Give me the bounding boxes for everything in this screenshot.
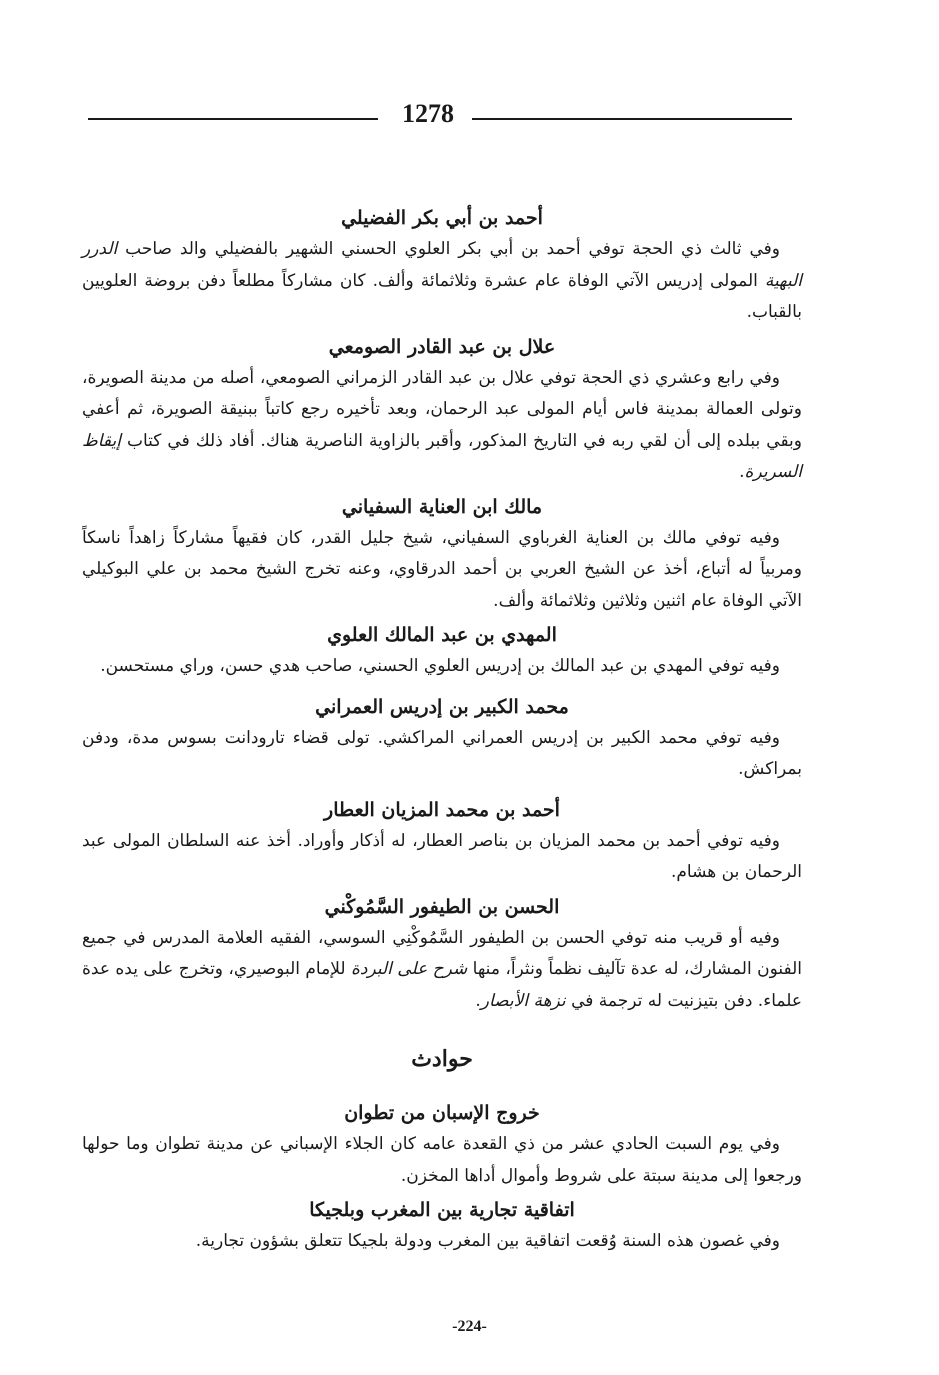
entry-title: علال بن عبد القادر الصومعي bbox=[328, 335, 556, 358]
entry-body bbox=[82, 234, 802, 329]
event-title: خروج الإسبان من تطوان bbox=[344, 1102, 540, 1124]
page-content bbox=[82, 202, 802, 1260]
biography-entry bbox=[82, 202, 802, 329]
entry-title: أحمد بن أبي بكر الفضيلي bbox=[341, 207, 543, 229]
biography-entry bbox=[82, 491, 802, 618]
entry-title: أحمد بن محمد المزيان العطار bbox=[324, 798, 560, 821]
biography-entry bbox=[82, 331, 802, 489]
entry-title: المهدي بن عبد المالك العلوي bbox=[327, 624, 557, 646]
entry-body: وفيه توفي أحمد بن محمد المزيان بن بناصر العطار، له أذكار وأوراد. أخذ عنه السلطان المولى عبد الرحمان بن هشام. bbox=[82, 830, 802, 882]
entry-body-text: للإمام البوصيري، وتخرج على يده عدة علماء. دفن بتيزنيت له ترجمة في bbox=[82, 959, 802, 1011]
entry-body: وفيه توفي مالك بن العناية الغرباوي السفياني، شيخ جليل القدر، كان فقيهاً مشاركاً زاهداً ناسكاً ومربياً له أتباع، أخذ عن الشيخ العربي بن أحمد الدرقاوي، وعنه تخرج الشيخ محمد بن علي البوكيلي الآتي الوفاة عام اثنين وثلاثين وثلاثمائة وألف. bbox=[82, 527, 802, 611]
entry-title: مالك ابن العناية السفياني bbox=[341, 495, 543, 518]
event-entry bbox=[82, 1194, 802, 1258]
entry-body-text: المولى إدريس الآتي الوفاة عام عشرة وثلاثمائة وألف. كان مشاركاً مطلعاً دفن بروضة العلويين بالقباب. bbox=[82, 270, 802, 322]
event-entry bbox=[82, 1097, 802, 1192]
biography-entry bbox=[82, 691, 802, 786]
page-header bbox=[88, 96, 792, 136]
biography-entry bbox=[82, 619, 802, 683]
section-title: حوادث bbox=[411, 1046, 473, 1072]
book-title: إيقاظ السريرة bbox=[82, 430, 802, 482]
book-title: شرح على البردة bbox=[350, 959, 468, 979]
entry-body-text: وفي رابع وعشري ذي الحجة توفي علال بن عبد القادر الزمراني الصومعي، أصله من مدينة الصويرة، وتولى العمالة بمدينة فاس أيام المولى عبد الرحمان، وبعد تأخيره رجع كاتباً ببنيقة الصويرة، ثم أعفي وبقي ببلده إلى أن لقي ربه في التاريخ المذكور، وأقبر بالزاوية الناصرية هناك. أفاد ذلك في كتاب bbox=[82, 367, 802, 451]
entry-body-text: . bbox=[475, 990, 481, 1011]
entry-body-text: وفيه أو قريب منه توفي الحسن بن الطيفور السَّمُوكْنِي السوسي، الفقيه العلامة المدرس في جميع الفنون المشارك، له عدة تآليف نظماً ونثراً، منها bbox=[82, 927, 802, 979]
page-number: -224- bbox=[452, 1318, 487, 1335]
event-title: اتفاقية تجارية بين المغرب وبلجيكا bbox=[309, 1199, 575, 1221]
header-rule-right bbox=[472, 118, 792, 120]
entry-body: وفيه توفي محمد الكبير بن إدريس العمراني المراكشي. تولى قضاء تارودانت بسوس مدة، ودفن بمراكش. bbox=[82, 727, 802, 779]
biography-entry bbox=[82, 891, 802, 1018]
entry-body bbox=[82, 363, 802, 489]
entry-body bbox=[82, 923, 802, 1018]
entry-body: وفيه توفي المهدي بن عبد المالك بن إدريس العلوي الحسني، صاحب هدي حسن، وراي مستحسن. bbox=[100, 656, 780, 676]
entry-title: الحسن بن الطيفور السَّمُوكْني bbox=[324, 895, 560, 918]
header-rule-left bbox=[88, 118, 378, 120]
book-title: نزهة الأبصار bbox=[480, 990, 566, 1011]
book-title: الدرر البهية bbox=[82, 239, 802, 291]
event-body: وفي يوم السبت الحادي عشر من ذي القعدة عامه كان الجلاء الإسباني عن مدينة تطوان وما حولها ورجعوا إلى مدينة سبتة على شروط وأموال أداها المخزن. bbox=[82, 1134, 802, 1186]
entry-title: محمد الكبير بن إدريس العمراني bbox=[315, 695, 569, 718]
entry-body-text: وفي ثالث ذي الحجة توفي أحمد بن أبي بكر العلوي الحسني الشهير بالفضيلي والد صاحب bbox=[117, 239, 780, 259]
hijri-year: 1278 bbox=[402, 99, 454, 128]
biography-entry bbox=[82, 794, 802, 889]
event-body: وفي غصون هذه السنة وُقعت اتفاقية بين المغرب ودولة بلجيكا تتعلق بشؤون تجارية. bbox=[195, 1231, 780, 1251]
entry-body-text: . bbox=[739, 462, 745, 482]
